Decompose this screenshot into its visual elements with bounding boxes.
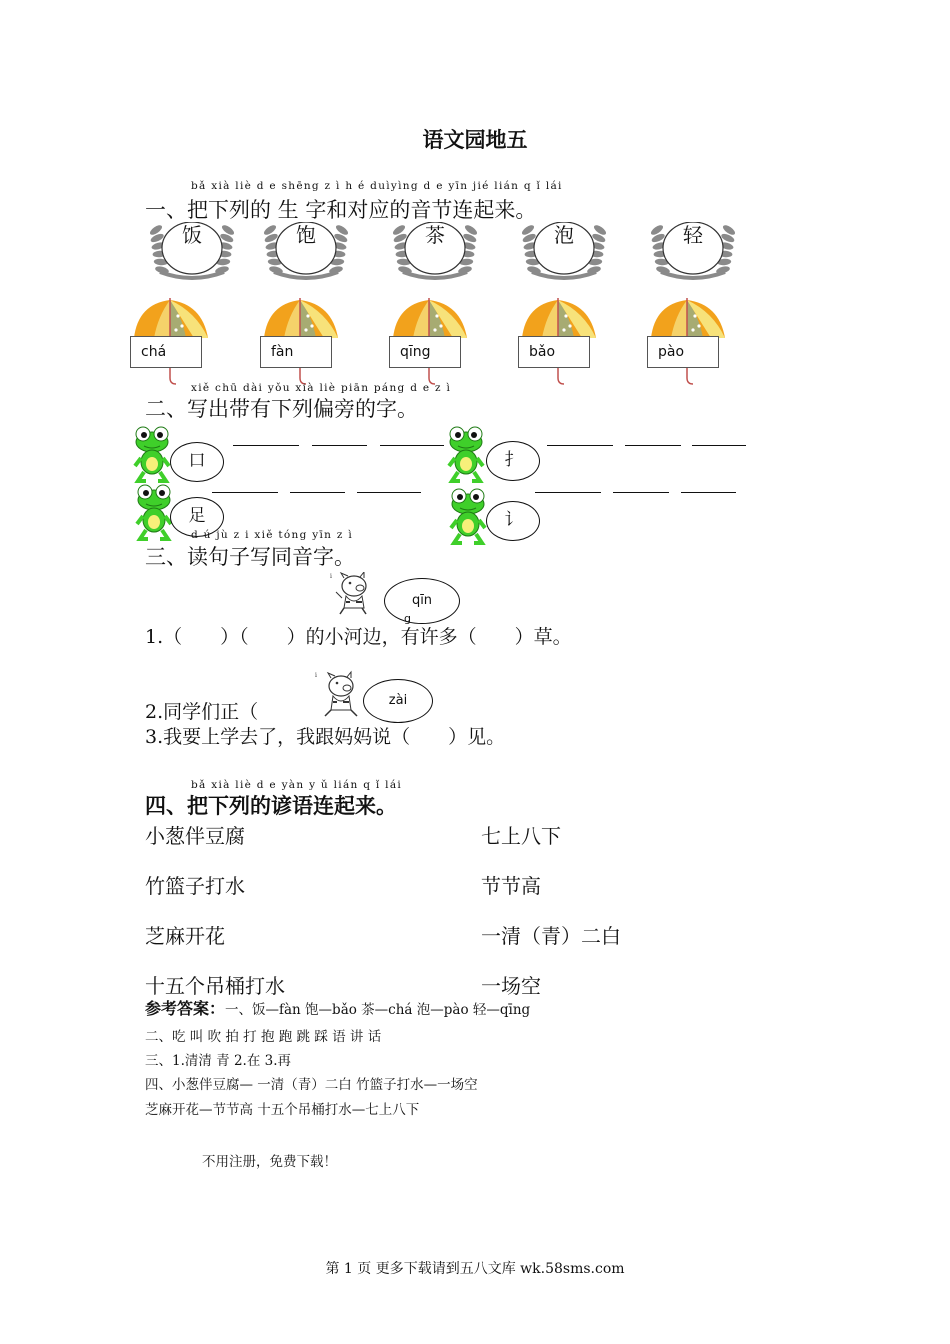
svg-text:i: i [315,672,317,679]
answer-blank[interactable] [233,445,299,446]
answer-blank[interactable] [312,445,367,446]
answer-blank[interactable] [535,492,601,493]
radical-kou: 口 [170,442,224,482]
pinyin-hint-oval: zài [363,679,433,723]
radical-zu: 足 [170,497,224,537]
proverb-left: 十五个吊桶打水 [145,974,285,998]
section4-heading: 四、把下列的谚语连起来。 [145,793,397,818]
proverb-right: 节节高 [481,874,541,898]
answer-blank[interactable] [357,492,421,493]
frog-icon [134,482,174,542]
answer-blank[interactable] [613,492,669,493]
section1-pinyin: bǎ xià liè d e shēng z ì h é duìyìng d e yīn jié lián q ǐ lái [191,180,563,192]
syllable-label: chá [130,336,202,368]
answer-blank[interactable] [625,445,681,446]
umbrella-syllable-card[interactable] [130,298,220,388]
wreath-character-card[interactable] [260,222,352,282]
wreath-character-card[interactable] [146,222,238,282]
section3-heading: 三、读句子写同音字。 [145,545,355,569]
proverb-left: 芝麻开花 [145,924,225,948]
section2-heading: 二、写出带有下列偏旁的字。 [145,397,418,421]
sentence-1: 1.（ ）（ ）的小河边，有许多（ ）草。 [145,626,572,648]
umbrella-syllable-card[interactable] [389,298,479,388]
sentence-2: 2.同学们正（ [145,701,259,723]
answers-line-5: 芝麻开花—节节高 十五个吊桶打水—七上八下 [145,1102,420,1118]
syllable-label: fàn [260,336,332,368]
section4-pinyin: bǎ xià liè d e yàn y ǔ lián q ǐ lái [191,779,403,791]
umbrella-syllable-card[interactable] [647,298,737,388]
proverb-left: 小葱伴豆腐 [145,824,245,848]
free-download-note: 不用注册，免费下载！ [202,1154,337,1170]
page-footer: 第 1 页 更多下载请到五八文库 wk.58sms.com [325,1261,625,1277]
syllable-label: bǎo [518,336,590,368]
wreath-character-card[interactable] [389,222,481,282]
answer-blank[interactable] [212,492,278,493]
wreath-character-card[interactable] [647,222,739,282]
umbrella-syllable-card[interactable] [260,298,350,388]
answer-blank[interactable] [547,445,613,446]
frog-icon [448,486,488,546]
wreath-character-card[interactable] [518,222,610,282]
section2-pinyin: xiě chū dài yǒu xià liè piān páng d e z ì [191,382,452,394]
character-label: 泡 [554,223,574,247]
proverb-right: 七上八下 [481,824,561,848]
character-label: 茶 [425,223,445,247]
answer-blank[interactable] [681,492,736,493]
character-label: 饭 [182,223,202,247]
answer-blank[interactable] [290,492,345,493]
hint-tail: g [404,612,411,625]
sentence-3: 3.我要上学去了，我跟妈妈说（ ）见。 [145,726,506,748]
frog-icon [132,424,172,484]
syllable-label: pào [647,336,719,368]
pinyin-hint-oval: qīn [384,578,460,624]
page-title: 语文园地五 [422,127,528,152]
umbrella-syllable-card[interactable] [518,298,608,388]
answers-line-1: 参考答案：一、饭—fàn 饱—bǎo 茶—chá 泡—pào 轻—qīng [145,999,531,1018]
proverb-right: 一清（青）二白 [481,924,621,948]
svg-text:i: i [330,573,332,580]
pig-icon [328,572,376,616]
character-label: 饱 [296,223,316,247]
answers-label: 参考答案： [145,999,226,1018]
answer-blank[interactable] [380,445,444,446]
syllable-label: qīng [389,336,461,368]
answers-line-4: 四、小葱伴豆腐— 一清（青）二白 竹篮子打水—一场空 [145,1077,478,1093]
character-label: 轻 [683,223,703,247]
frog-icon [446,424,486,484]
proverb-right: 一场空 [481,974,541,998]
radical-yan: 讠 [486,501,540,541]
pig-icon [313,670,365,718]
proverb-left: 竹篮子打水 [145,874,245,898]
answers-line-3: 三、1.清清 青 2.在 3.再 [145,1053,292,1069]
section3-pinyin: d ú jù z i xiě tóng yīn z ì [191,529,353,541]
answer-blank[interactable] [692,445,746,446]
radical-shou: 扌 [486,441,540,481]
answers-line-2: 二、吃 叫 吹 拍 打 抱 跑 跳 踩 语 讲 话 [145,1029,382,1045]
section1-heading: 一、把下列的 生 字和对应的音节连起来。 [145,198,537,222]
